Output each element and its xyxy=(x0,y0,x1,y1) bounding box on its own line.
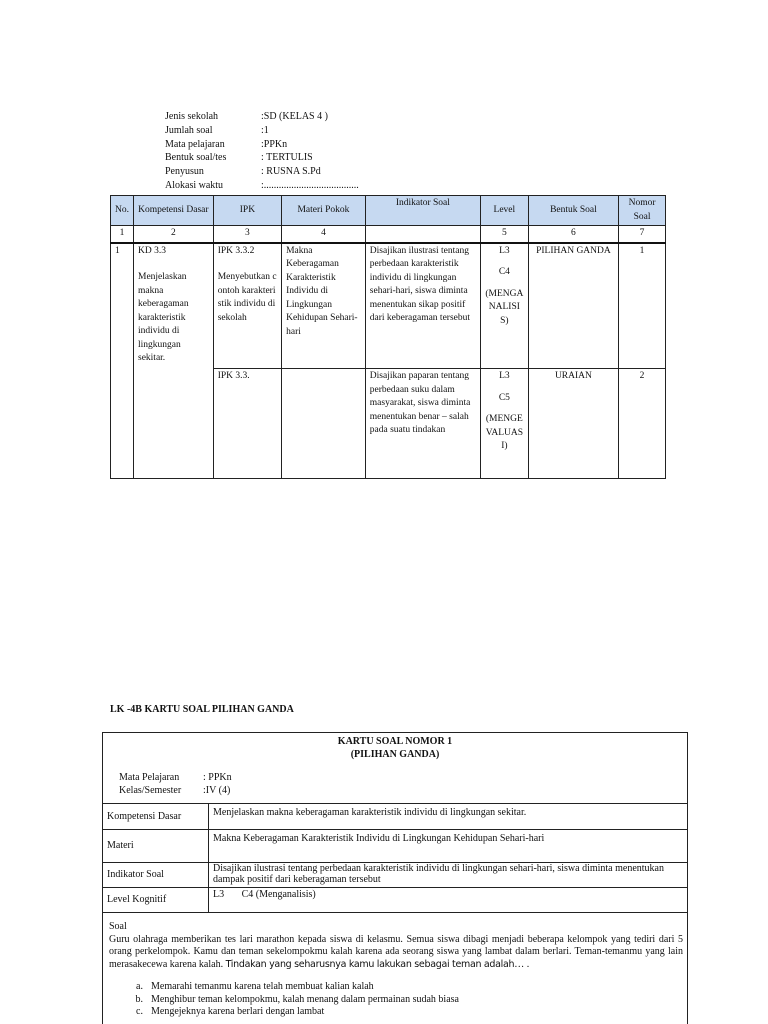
indikator-cell: Disajikan ilustrasi tentang perbedaan karakteristik individu di lingkungan sehari-hari, siswa diminta menentukan sikap positif dari keberagaman tersebut xyxy=(365,243,480,369)
level-desc: (MENGANALISIS) xyxy=(485,288,524,326)
meta-label: Alokasi waktu xyxy=(165,179,224,191)
meta-row xyxy=(165,138,359,152)
answer-option[interactable] xyxy=(109,994,683,1007)
card-title: KARTU SOAL NOMOR 1 xyxy=(337,736,453,747)
header-indikator-soal: Indikator Soal xyxy=(365,196,480,226)
meta-value: : TERTULIS xyxy=(261,152,313,164)
header-nomor-soal: Nomor Soal xyxy=(619,196,666,226)
field-label: Materi xyxy=(103,830,209,863)
question-card xyxy=(102,732,688,1024)
meta-value: :SD (KELAS 4 ) xyxy=(261,111,328,122)
answer-option[interactable] xyxy=(109,1006,683,1019)
option-text: Memarahi temanmu karena telah membuat kalian kalah xyxy=(151,981,374,992)
column-number-row xyxy=(111,226,666,243)
answer-options xyxy=(109,981,683,1019)
table-header-row xyxy=(111,196,666,226)
ipk-cell xyxy=(213,243,281,369)
level-cell xyxy=(480,369,528,479)
option-key: c. xyxy=(136,1006,143,1017)
materi-cell xyxy=(282,369,366,479)
meta-label: Penyusun xyxy=(165,166,204,178)
column-number: 6 xyxy=(528,226,618,243)
column-number: 5 xyxy=(480,226,528,243)
meta-value: : RUSNA S.Pd xyxy=(261,166,321,178)
field-value: Disajikan ilustrasi tentang perbedaan karakteristik individu di lingkungan sehari-hari, siswa diminta menentukan dampak positif dari keberagaman tersebut xyxy=(209,863,688,888)
answer-option[interactable] xyxy=(109,981,683,994)
ipk-code: IPK 3.3.2 xyxy=(217,245,255,256)
option-text: Menghibur teman kelompokmu, kalah menang dalam permainan sudah biasa xyxy=(151,993,459,1005)
card-info xyxy=(119,771,687,797)
meta-label: Bentuk soal/tes xyxy=(165,152,227,164)
section-title: LK -4B KARTU SOAL PILIHAN GANDA xyxy=(110,704,294,715)
card-field-row xyxy=(103,804,687,830)
question-label: Soal xyxy=(109,921,127,932)
info-value: : PPKn xyxy=(203,772,232,783)
field-label: Level Kognitif xyxy=(103,888,209,913)
meta-label: Mata pelajaran xyxy=(165,138,225,150)
info-label: Kelas/Semester xyxy=(119,785,182,796)
nomor-cell: 2 xyxy=(619,369,666,479)
meta-row xyxy=(165,165,359,179)
option-key: a. xyxy=(136,981,143,992)
indikator-cell: Disajikan paparan tentang perbedaan suku dalam masyarakat, siswa diminta menentukan benar – salah pada suatu tindakan xyxy=(365,369,480,479)
field-value: L3 C4 (Menganalisis) xyxy=(209,888,688,913)
card-field-row xyxy=(103,830,687,863)
level-l: L3 xyxy=(499,371,510,381)
card-subtitle: (PILIHAN GANDA) xyxy=(350,749,440,760)
document-meta xyxy=(165,110,359,193)
meta-row xyxy=(165,151,359,165)
meta-row xyxy=(165,110,359,124)
ipk-cell: IPK 3.3. xyxy=(213,369,281,479)
field-value: Menjelaskan makna keberagaman karakteristik individu di lingkungan sekitar. xyxy=(209,804,688,830)
column-number: 1 xyxy=(111,226,134,243)
option-key: b. xyxy=(135,993,143,1005)
meta-value: :PPKn xyxy=(261,138,288,150)
ipk-text: Menyebutkan contoh karakteristik individu di sekolah xyxy=(217,272,277,323)
header-kompetensi-dasar: Kompetensi Dasar xyxy=(134,196,214,226)
card-info-row xyxy=(119,771,687,784)
header-bentuk-soal: Bentuk Soal xyxy=(528,196,618,226)
header-ipk: IPK xyxy=(213,196,281,226)
level-desc: (MENGEVALUASI) xyxy=(485,414,524,451)
field-label: Kompetensi Dasar xyxy=(103,804,209,830)
meta-label: Jumlah soal xyxy=(165,124,213,136)
bentuk-cell: PILIHAN GANDA xyxy=(528,243,618,369)
row-no: 1 xyxy=(111,243,134,479)
kd-text: Menjelaskan makna keberagaman karakteristik individu di lingkungan sekitar. xyxy=(138,272,189,363)
meta-label: Jenis sekolah xyxy=(165,111,219,122)
question-stem xyxy=(109,934,683,972)
field-value: Makna Keberagaman Karakteristik Individu di Lingkungan Kehidupan Sehari-hari xyxy=(209,830,688,863)
nomor-cell: 1 xyxy=(619,243,666,369)
table-row xyxy=(111,243,666,369)
column-number: 4 xyxy=(282,226,366,243)
question-text: Guru olahraga memberikan tes lari marathon kepada siswa di kelasmu. Semua siswa dibagi menjadi beberapa kelompok yang tediri dari 5 orang perkelompok. Kamu dan teman sekelompokmu kalah karena ada seorang siswa yang lambat dalam berlari. Teman-temanmu yang lain merasakecewa karena kalah. xyxy=(109,933,683,970)
level-cell xyxy=(480,243,528,369)
kisi-kisi-table xyxy=(110,195,666,479)
meta-row xyxy=(165,179,359,193)
column-number: 7 xyxy=(619,226,666,243)
option-text: Mengejeknya karena berlari dengan lambat xyxy=(151,1006,325,1017)
kd-code: KD 3.3 xyxy=(138,245,166,256)
header-materi-pokok: Materi Pokok xyxy=(282,196,366,226)
kd-cell xyxy=(134,243,214,479)
column-number xyxy=(365,226,480,243)
level-l: L3 xyxy=(499,245,510,256)
question-prompt: Tindakan yang seharusnya kamu lakukan sebagai teman adalah xyxy=(225,958,515,970)
info-value: :IV (4) xyxy=(203,785,231,796)
card-info-row xyxy=(119,784,687,797)
info-label: Mata Pelajaran xyxy=(119,772,180,783)
meta-value: :1 xyxy=(261,124,269,136)
field-label: Indikator Soal xyxy=(103,863,209,888)
header-level: Level xyxy=(480,196,528,226)
question-ellipsis: … . xyxy=(514,958,530,970)
column-number: 3 xyxy=(213,226,281,243)
header-no: No. xyxy=(111,196,134,226)
meta-value: :...................................... xyxy=(261,179,359,191)
question-section xyxy=(103,913,687,1019)
card-fields-table xyxy=(103,803,687,913)
card-field-row xyxy=(103,888,687,913)
level-c: C4 xyxy=(498,267,510,277)
level-c: C5 xyxy=(498,392,510,403)
column-number: 2 xyxy=(134,226,214,243)
bentuk-cell: URAIAN xyxy=(528,369,618,479)
meta-row xyxy=(165,124,359,138)
card-field-row xyxy=(103,863,687,888)
materi-cell: Makna Keberagaman Karakteristik Individu di Lingkungan Kehidupan Sehari-hari xyxy=(282,243,366,369)
